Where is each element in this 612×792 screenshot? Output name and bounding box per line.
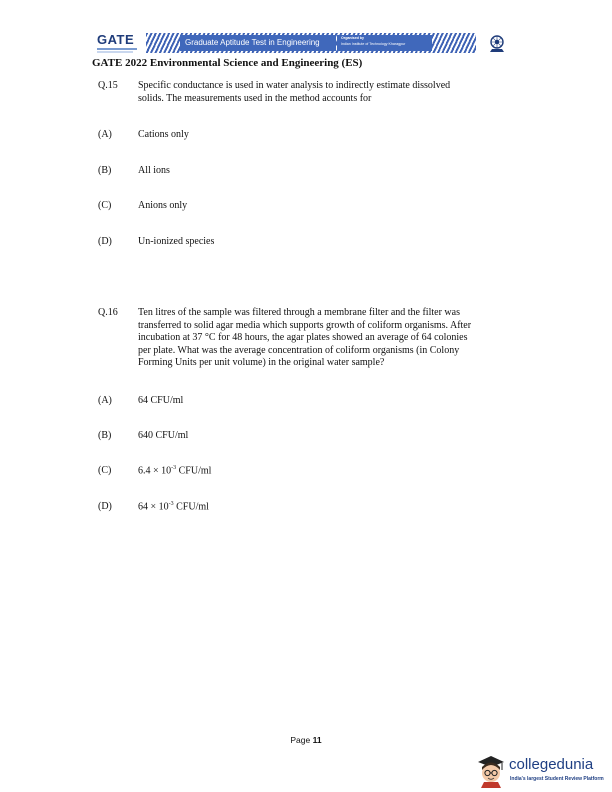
- collegedunia-brand: collegedunia: [509, 756, 594, 773]
- question-number: Q.15: [98, 80, 118, 91]
- option-text: Un-ionized species: [138, 236, 215, 247]
- question-text: [138, 307, 512, 370]
- option-label: (D): [98, 501, 112, 512]
- option-base: 6.4 × 10: [138, 465, 172, 477]
- option-exponent: -3: [168, 501, 174, 507]
- option-text: Cations only: [138, 129, 189, 140]
- question-number: Q.16: [98, 307, 118, 318]
- option-base: 64 × 10: [138, 501, 169, 513]
- question-line: solids. The measurements used in the method accounts for: [138, 92, 372, 104]
- gate-logo-text: GATE: [97, 32, 135, 47]
- page-label: Page: [290, 735, 311, 745]
- option-text: [138, 465, 211, 476]
- option-text: All ions: [138, 165, 170, 176]
- document-title: GATE 2022 Environmental Science and Engineering (ES): [92, 57, 363, 69]
- logo-stripe: [97, 48, 137, 50]
- option-label: (C): [98, 465, 112, 476]
- option-label: (A): [98, 129, 112, 140]
- gate-logo: [97, 33, 141, 55]
- iit-emblem-icon: [487, 34, 507, 54]
- logo-stripe: [97, 51, 133, 53]
- organizer-box: [337, 35, 432, 51]
- question-text: [138, 80, 512, 105]
- option-label: (D): [98, 236, 112, 247]
- banner-title: Graduate Aptitude Test in Engineering: [185, 38, 320, 47]
- page-number-value: 11: [312, 735, 322, 745]
- organizer-name: Indian Institute of Technology Kharagpur: [341, 42, 406, 46]
- collegedunia-tagline: India's largest Student Review Platform: [510, 776, 604, 782]
- option-exponent: -3: [171, 465, 177, 471]
- option-unit: CFU/ml: [173, 501, 209, 513]
- option-label: (B): [98, 165, 112, 176]
- question-line: incubation at 37 °C for 48 hours, the agar plates showed an average of 64 colonies: [138, 332, 468, 344]
- question-line: Forming Units per unit volume) in the original water sample?: [138, 357, 385, 369]
- question-line: Specific conductance is used in water analysis to indirectly estimate dissolved: [138, 80, 451, 91]
- organized-by-label: Organised by: [341, 36, 364, 40]
- option-text: [138, 501, 209, 512]
- page-number: [0, 735, 612, 745]
- question-line: Ten litres of the sample was filtered through a membrane filter and the filter was: [138, 307, 460, 318]
- question-line: per plate. What was the average concentration of coliform organisms (in Colony: [138, 344, 460, 356]
- option-text: 64 CFU/ml: [138, 395, 184, 406]
- option-text: 640 CFU/ml: [138, 430, 189, 441]
- collegedunia-mascot-icon: [474, 748, 508, 788]
- option-unit: CFU/ml: [176, 465, 212, 477]
- option-label: (C): [98, 200, 112, 211]
- option-text: Anions only: [138, 200, 188, 211]
- question-line: transferred to solid agar media which supports growth of coliform organisms. After: [138, 319, 472, 331]
- option-label: (B): [98, 430, 112, 441]
- option-label: (A): [98, 395, 112, 406]
